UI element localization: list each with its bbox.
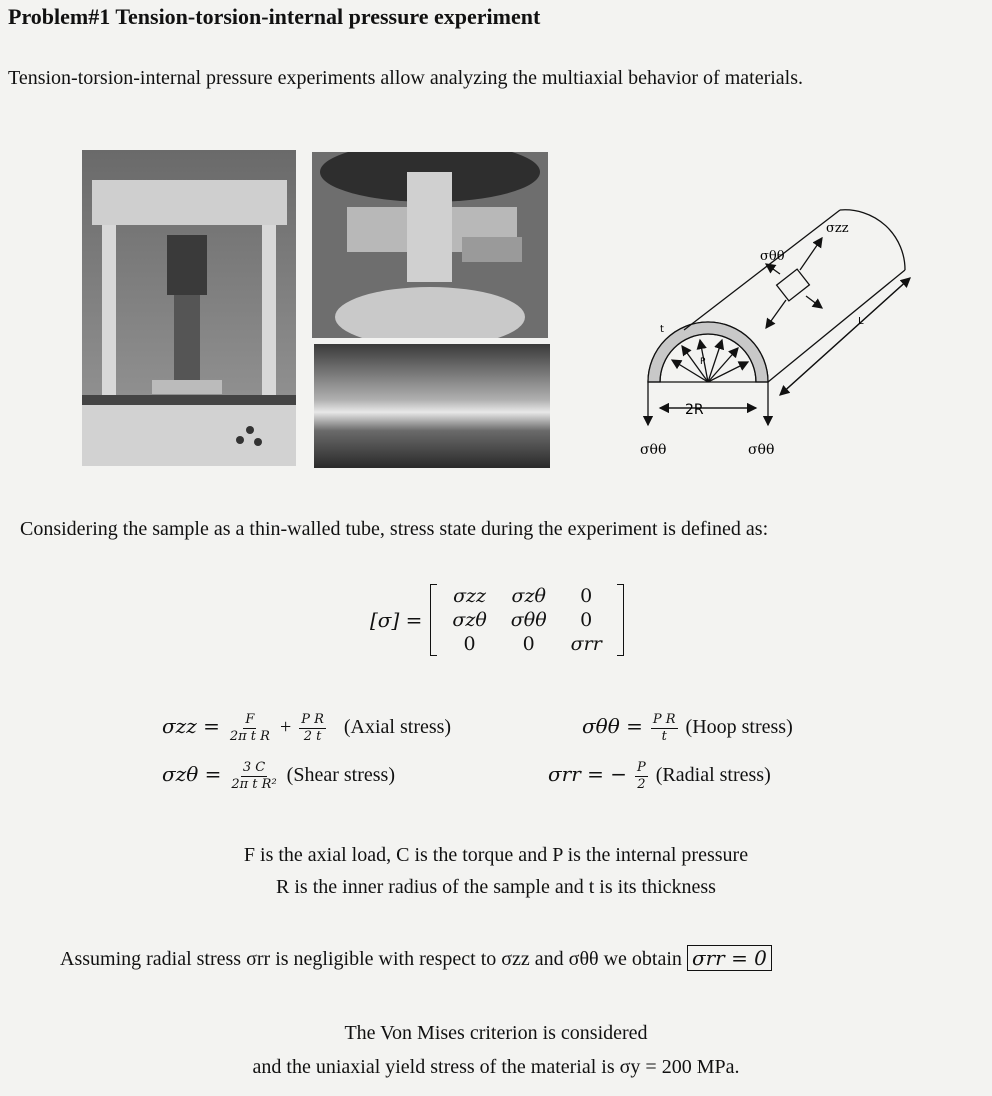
label-L: L (858, 316, 864, 327)
stress-matrix (370, 584, 624, 656)
label-stt-right: σθθ (748, 442, 775, 458)
numerator: P (637, 760, 646, 775)
definition-line-2: R is the inner radius of the sample and t is its thickness (276, 876, 716, 898)
denominator: 2 t (303, 729, 322, 744)
radial-label: (Radial stress) (655, 764, 771, 787)
testing-machine-photo (82, 150, 296, 466)
denominator: 2π t R (229, 729, 270, 744)
considering-sentence: Considering the sample as a thin-walled tube, stress state during the experiment is defined as: (20, 518, 769, 540)
shear-label: (Shear stress) (286, 764, 395, 787)
label-t: t (660, 324, 664, 335)
intro-paragraph: Tension-torsion-internal pressure experiments allow analyzing the multiaxial behavior of materials. (8, 67, 804, 89)
label-2R: 2R (685, 402, 704, 418)
matrix-cell: 0 (463, 633, 476, 655)
vonmises-line-1: The Von Mises criterion is considered (344, 1022, 648, 1044)
fraction (229, 760, 278, 793)
assumption-text: Assuming radial stress σrr is negligible with respect to σzz and σθθ we obtain (60, 948, 682, 970)
matrix-cell: σzθ (452, 609, 487, 631)
stt-lhs: σθθ = (582, 714, 643, 739)
matrix-cell: σθθ (510, 609, 547, 631)
numerator: 3 C (242, 760, 266, 775)
matrix-lhs: [σ] = (370, 608, 423, 632)
numerator: F (245, 712, 255, 727)
matrix-cell: 0 (580, 609, 593, 631)
hoop-label: (Hoop stress) (685, 716, 793, 739)
plus-sign: + (279, 716, 292, 739)
hoop-stress-equation (582, 712, 793, 745)
szt-lhs: σzθ = (162, 762, 222, 787)
matrix-cell: σzz (453, 585, 487, 607)
axial-stress-equation (162, 712, 451, 745)
fraction (651, 712, 678, 745)
boxed-result: σrr = 0 (687, 945, 772, 971)
matrix-cell: σzθ (511, 585, 546, 607)
denominator: t (661, 729, 667, 744)
matrix-cell: 0 (580, 585, 593, 607)
fraction (299, 712, 326, 745)
tube-sample-photo (314, 344, 550, 468)
specimen-grip-photo (312, 152, 548, 338)
matrix-cell: σrr (570, 633, 602, 655)
srr-lhs: σrr = − (548, 762, 628, 787)
label-stt-top: σθθ (760, 249, 785, 264)
thin-walled-tube-diagram (600, 150, 980, 480)
label-stt-left: σθθ (640, 442, 667, 458)
numerator: P R (652, 712, 676, 727)
numerator: P R (301, 712, 324, 727)
axial-label: (Axial stress) (343, 716, 452, 739)
szz-lhs: σzz = (162, 714, 220, 739)
label-p: P (700, 357, 706, 367)
shear-stress-equation (162, 760, 395, 793)
assumption-sentence (60, 946, 772, 971)
denominator: 2 (637, 777, 646, 792)
denominator: 2π t R² (231, 777, 277, 792)
vonmises-line-2: and the uniaxial yield stress of the material is σy = 200 MPa. (252, 1056, 740, 1078)
definition-line-1: F is the axial load, C is the torque and P is the internal pressure (243, 844, 749, 866)
radial-stress-equation (548, 760, 771, 793)
problem-title: Problem#1 Tension-torsion-internal pressure experiment (8, 4, 541, 29)
fraction (228, 712, 272, 745)
matrix-cell: 0 (522, 633, 535, 655)
fraction (635, 760, 648, 793)
label-szz: σzz (826, 221, 849, 236)
